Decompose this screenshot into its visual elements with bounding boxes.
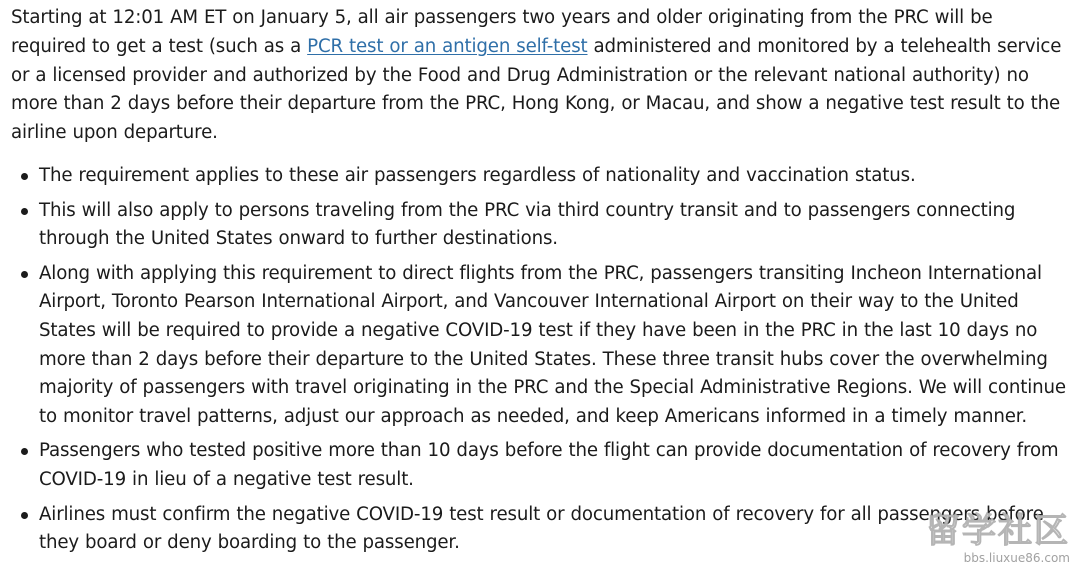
list-item: [11, 260, 1073, 432]
pcr-antigen-test-link[interactable]: PCR test or an antigen self-test: [307, 35, 588, 57]
watermark-title: 留学社区: [926, 511, 1070, 551]
list-item-text: Passengers who tested positive more than 10 days before the flight can provide documentation of recovery from COVID-19 in lieu of a negative test result.: [39, 440, 1059, 490]
list-item: [11, 197, 1073, 254]
list-item-text: Along with applying this requirement to direct flights from the PRC, passengers transiting Incheon International Airport, Toronto Pearson International Airport, and Vancouver International Airport on their way to the United States will be required to provide a negative COVID-19 test if they have been in the PRC in the last 10 days no more than 2 days before their departure to the United States. These three transit hubs cover the overwhelming majority of passengers with travel originating in the PRC and the Special Administrative Regions. We will continue to monitor travel patterns, adjust our approach as needed, and keep Americans informed in a timely manner.: [39, 262, 1066, 427]
watermark-url: bbs.liuxue86.com: [963, 551, 1070, 565]
list-item-text: This will also apply to persons traveling from the PRC via third country transit and to passengers connecting through the United States onward to further destinations.: [39, 199, 1016, 250]
list-item-text: The requirement applies to these air passengers regardless of nationality and vaccination status.: [39, 164, 916, 186]
bullet-icon: [21, 448, 28, 455]
bullet-icon: [21, 512, 28, 519]
bullet-icon: [21, 208, 28, 215]
bullet-icon: [21, 271, 28, 278]
list-item: [11, 501, 1073, 558]
list-item: [11, 162, 1073, 191]
article-body: [11, 4, 1073, 564]
list-item-text: Airlines must confirm the negative COVID-19 test result or documentation of recovery for all passengers before they board or deny boarding to the passenger.: [39, 503, 1044, 554]
intro-text-before-link: Starting at 12:01 AM ET on January 5, all air passengers two years and older originating from the PRC will be required to get a test (such as a: [11, 7, 993, 57]
intro-paragraph: [11, 4, 1073, 148]
requirements-list: [11, 162, 1073, 558]
intro-text-after-link: administered and monitored by a telehealth service or a licensed provider and authorized by the Food and Drug Administration or the relevant national authority) no more than 2 days before their departure from the PRC, Hong Kong, or Macau, and show a negative test result to the airline upon departure.: [11, 35, 1062, 144]
list-item: [11, 437, 1073, 494]
bullet-icon: [21, 173, 28, 180]
